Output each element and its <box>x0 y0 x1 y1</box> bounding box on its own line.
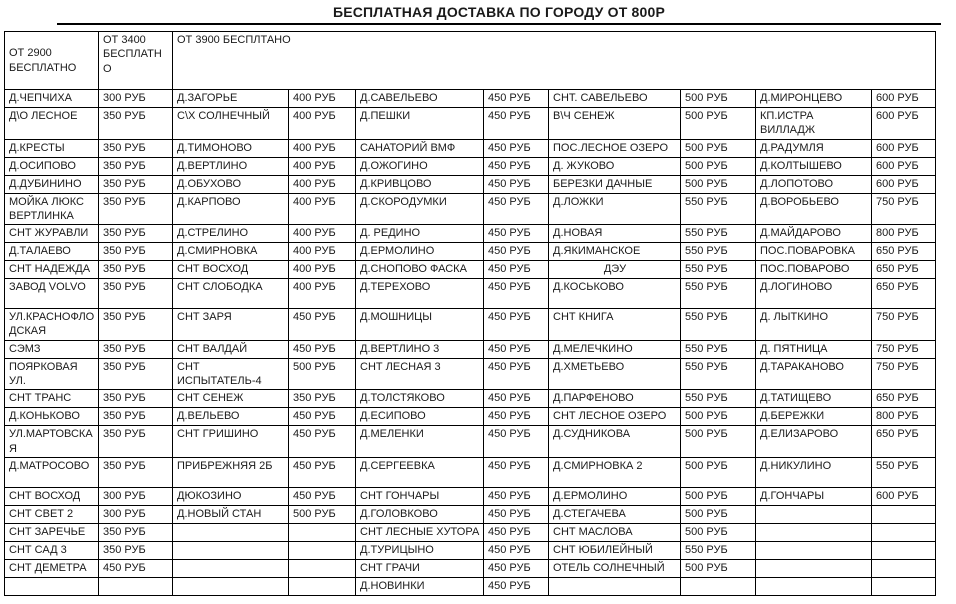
price-cell: 500 РУБ <box>681 408 756 426</box>
place-cell: СНТ СЕНЕЖ <box>173 390 289 408</box>
price-cell: 600 РУБ <box>872 175 936 193</box>
place-cell: Д.ЕЛИЗАРОВО <box>756 426 872 458</box>
price-cell: 500 РУБ <box>681 505 756 523</box>
place-cell: СНТ ЗАРЯ <box>173 309 289 341</box>
table-row <box>5 390 936 408</box>
price-cell: 300 РУБ <box>99 505 173 523</box>
place-cell: Д.ДУБИНИНО <box>5 175 99 193</box>
place-cell: СНТ ЗАРЕЧЬЕ <box>5 523 99 541</box>
place-cell <box>756 523 872 541</box>
place-cell <box>756 505 872 523</box>
place-cell: Д.НОВИНКИ <box>356 577 484 595</box>
place-cell: СЭМЗ <box>5 340 99 358</box>
price-cell: 450 РУБ <box>484 541 549 559</box>
price-cell: 500 РУБ <box>681 487 756 505</box>
place-cell: Д.ЧЕПЧИХА <box>5 90 99 108</box>
price-cell: 400 РУБ <box>289 261 356 279</box>
table-row <box>5 541 936 559</box>
price-cell <box>289 559 356 577</box>
place-cell: Д.КАРПОВО <box>173 193 289 225</box>
place-cell: САНАТОРИЙ ВМФ <box>356 139 484 157</box>
price-cell: 350 РУБ <box>99 157 173 175</box>
price-cell: 800 РУБ <box>872 225 936 243</box>
price-cell: 550 РУБ <box>681 541 756 559</box>
place-cell: ДЮКОЗИНО <box>173 487 289 505</box>
price-cell: 450 РУБ <box>484 559 549 577</box>
price-cell: 500 РУБ <box>681 559 756 577</box>
price-cell: 600 РУБ <box>872 90 936 108</box>
price-cell: 350 РУБ <box>99 175 173 193</box>
place-cell: СНТ ЛЕСНЫЕ ХУТОРА <box>356 523 484 541</box>
place-cell: Д.ГОНЧАРЫ <box>756 487 872 505</box>
place-cell: СНТ ВОСХОД <box>173 261 289 279</box>
place-cell: Д.КОСЬКОВО <box>549 279 681 309</box>
place-cell: Д.СМИРНОВКА 2 <box>549 457 681 487</box>
place-cell: СНТ ЮБИЛЕЙНЫЙ <box>549 541 681 559</box>
place-cell: Д.ВЕРТЛИНО <box>173 157 289 175</box>
price-cell: 450 РУБ <box>484 426 549 458</box>
place-cell: Д.КРИВЦОВО <box>356 175 484 193</box>
place-cell: СНТ ЖУРАВЛИ <box>5 225 99 243</box>
price-cell <box>289 541 356 559</box>
price-cell: 350 РУБ <box>99 108 173 140</box>
price-cell: 450 РУБ <box>484 309 549 341</box>
place-cell: ПОЯРКОВАЯ УЛ. <box>5 358 99 390</box>
price-cell: 400 РУБ <box>289 139 356 157</box>
price-cell: 550 РУБ <box>872 457 936 487</box>
place-cell <box>756 541 872 559</box>
price-cell: 350 РУБ <box>99 426 173 458</box>
price-cell: 500 РУБ <box>289 505 356 523</box>
price-cell: 500 РУБ <box>681 108 756 140</box>
price-cell: 450 РУБ <box>484 523 549 541</box>
price-cell <box>872 505 936 523</box>
price-cell: 750 РУБ <box>872 309 936 341</box>
table-row <box>5 243 936 261</box>
table-header-row <box>5 32 936 90</box>
place-cell: Д.НИКУЛИНО <box>756 457 872 487</box>
place-cell: Д.ЛОЖКИ <box>549 193 681 225</box>
price-cell: 600 РУБ <box>872 139 936 157</box>
place-cell: Д. ПЯТНИЦА <box>756 340 872 358</box>
place-cell: УЛ.МАРТОВСКАЯ <box>5 426 99 458</box>
place-cell: Д.ВЕЛЬЕВО <box>173 408 289 426</box>
place-cell: ЗАВОД VOLVO <box>5 279 99 309</box>
place-cell: КП.ИСТРА ВИЛЛАДЖ <box>756 108 872 140</box>
header-threshold-3900: ОТ 3900 БЕСПЛТАНО <box>173 32 936 90</box>
table-row <box>5 559 936 577</box>
price-cell: 750 РУБ <box>872 193 936 225</box>
place-cell: Д.ТАРАКАНОВО <box>756 358 872 390</box>
place-cell: СНТ ДЕМЕТРА <box>5 559 99 577</box>
price-cell: 450 РУБ <box>289 487 356 505</box>
price-cell <box>289 523 356 541</box>
price-cell: 400 РУБ <box>289 193 356 225</box>
price-cell: 550 РУБ <box>681 390 756 408</box>
place-cell: Д.ГОЛОВКОВО <box>356 505 484 523</box>
price-cell: 550 РУБ <box>681 193 756 225</box>
price-cell: 350 РУБ <box>99 340 173 358</box>
place-cell <box>756 577 872 595</box>
price-cell: 450 РУБ <box>484 487 549 505</box>
place-cell: ПОС.ЛЕСНОЕ ОЗЕРО <box>549 139 681 157</box>
place-cell: Д.КРЕСТЫ <box>5 139 99 157</box>
price-cell: 600 РУБ <box>872 108 936 140</box>
price-cell: 450 РУБ <box>289 426 356 458</box>
price-cell: 450 РУБ <box>99 559 173 577</box>
place-cell <box>549 577 681 595</box>
price-cell: 800 РУБ <box>872 408 936 426</box>
place-cell: ДЭУ <box>549 261 681 279</box>
header-threshold-2900: ОТ 2900 БЕСПЛАТНО <box>5 32 99 90</box>
price-cell: 450 РУБ <box>289 309 356 341</box>
place-cell: Д.ЛОПОТОВО <box>756 175 872 193</box>
price-cell: 550 РУБ <box>681 358 756 390</box>
table-row <box>5 505 936 523</box>
table-row <box>5 426 936 458</box>
place-cell: Д.ОБУХОВО <box>173 175 289 193</box>
table-row <box>5 340 936 358</box>
place-cell: Д.СЕРГЕЕВКА <box>356 457 484 487</box>
price-cell: 550 РУБ <box>681 225 756 243</box>
place-cell: Д.ТОЛСТЯКОВО <box>356 390 484 408</box>
price-cell: 500 РУБ <box>681 157 756 175</box>
place-cell: Д.СКОРОДУМКИ <box>356 193 484 225</box>
place-cell: Д. ЛЫТКИНО <box>756 309 872 341</box>
price-cell: 350 РУБ <box>99 139 173 157</box>
place-cell: Д.НОВАЯ <box>549 225 681 243</box>
place-cell: Д. РЕДИНО <box>356 225 484 243</box>
place-cell: Д.ТЕРЕХОВО <box>356 279 484 309</box>
place-cell: СНТ. САВЕЛЬЕВО <box>549 90 681 108</box>
place-cell: Д.СТРЕЛИНО <box>173 225 289 243</box>
place-cell: СНТ ЛЕСНАЯ 3 <box>356 358 484 390</box>
price-cell: 350 РУБ <box>99 358 173 390</box>
price-cell <box>99 577 173 595</box>
place-cell: Д.МОШНИЦЫ <box>356 309 484 341</box>
price-cell: 350 РУБ <box>99 541 173 559</box>
price-cell: 450 РУБ <box>289 340 356 358</box>
place-cell: СНТ ГРАЧИ <box>356 559 484 577</box>
price-cell <box>289 577 356 595</box>
place-cell: СНТ ВОСХОД <box>5 487 99 505</box>
price-cell: 450 РУБ <box>484 243 549 261</box>
price-cell: 400 РУБ <box>289 279 356 309</box>
place-cell: Д.САВЕЛЬЕВО <box>356 90 484 108</box>
place-cell: МОЙКА ЛЮКС ВЕРТЛИНКА <box>5 193 99 225</box>
price-cell: 450 РУБ <box>484 340 549 358</box>
price-cell: 450 РУБ <box>484 261 549 279</box>
price-cell: 450 РУБ <box>484 90 549 108</box>
place-cell: СНТ СЛОБОДКА <box>173 279 289 309</box>
place-cell: СНТ ИСПЫТАТЕЛЬ-4 <box>173 358 289 390</box>
table-row <box>5 193 936 225</box>
place-cell: Д.НОВЫЙ СТАН <box>173 505 289 523</box>
place-cell: СНТ ГОНЧАРЫ <box>356 487 484 505</box>
place-cell: Д.РАДУМЛЯ <box>756 139 872 157</box>
price-cell: 500 РУБ <box>681 139 756 157</box>
table-row <box>5 577 936 595</box>
place-cell: ПРИБРЕЖНЯЯ 2Б <box>173 457 289 487</box>
price-cell: 400 РУБ <box>289 108 356 140</box>
price-cell: 650 РУБ <box>872 279 936 309</box>
place-cell: СНТ ТРАНС <box>5 390 99 408</box>
price-cell: 550 РУБ <box>681 309 756 341</box>
table-row <box>5 408 936 426</box>
price-cell: 300 РУБ <box>99 487 173 505</box>
price-cell: 450 РУБ <box>484 279 549 309</box>
price-cell: 400 РУБ <box>289 90 356 108</box>
place-cell: Д.ВЕРТЛИНО 3 <box>356 340 484 358</box>
price-cell: 600 РУБ <box>872 487 936 505</box>
price-cell: 350 РУБ <box>99 457 173 487</box>
place-cell: Д.МАЙДАРОВО <box>756 225 872 243</box>
place-cell: Д.СТЕГАЧЕВА <box>549 505 681 523</box>
place-cell: Д.ЗАГОРЬЕ <box>173 90 289 108</box>
place-cell: СНТ ЛЕСНОЕ ОЗЕРО <box>549 408 681 426</box>
price-cell: 450 РУБ <box>484 175 549 193</box>
document-title <box>57 4 941 25</box>
place-cell: С\Х СОЛНЕЧНЫЙ <box>173 108 289 140</box>
price-cell: 550 РУБ <box>681 261 756 279</box>
price-cell: 550 РУБ <box>681 279 756 309</box>
place-cell: Д.ТАТИЩЕВО <box>756 390 872 408</box>
price-cell: 350 РУБ <box>99 193 173 225</box>
price-cell: 400 РУБ <box>289 243 356 261</box>
table-row <box>5 139 936 157</box>
price-cell: 500 РУБ <box>681 426 756 458</box>
place-cell: ПОС.ПОВАРОВО <box>756 261 872 279</box>
price-cell: 650 РУБ <box>872 426 936 458</box>
place-cell: Д.МИРОНЦЕВО <box>756 90 872 108</box>
price-cell: 450 РУБ <box>289 457 356 487</box>
table-row <box>5 523 936 541</box>
price-cell: 450 РУБ <box>484 139 549 157</box>
place-cell <box>173 559 289 577</box>
place-cell: Д.СУДНИКОВА <box>549 426 681 458</box>
price-cell: 350 РУБ <box>99 243 173 261</box>
price-cell: 450 РУБ <box>484 505 549 523</box>
price-cell: 450 РУБ <box>484 390 549 408</box>
table-row <box>5 90 936 108</box>
place-cell: СНТ САД 3 <box>5 541 99 559</box>
place-cell: Д.ТИМОНОВО <box>173 139 289 157</box>
table-row <box>5 157 936 175</box>
price-cell: 450 РУБ <box>484 157 549 175</box>
price-cell: 650 РУБ <box>872 261 936 279</box>
price-cell: 600 РУБ <box>872 157 936 175</box>
price-cell <box>872 577 936 595</box>
price-cell: 350 РУБ <box>99 261 173 279</box>
place-cell: Д.СМИРНОВКА <box>173 243 289 261</box>
place-cell: Д.МАТРОСОВО <box>5 457 99 487</box>
place-cell: Д.ОСИПОВО <box>5 157 99 175</box>
table-row <box>5 108 936 140</box>
place-cell: БЕРЕЗКИ ДАЧНЫЕ <box>549 175 681 193</box>
place-cell <box>756 559 872 577</box>
price-cell: 400 РУБ <box>289 175 356 193</box>
table-row <box>5 309 936 341</box>
place-cell: Д\О ЛЕСНОЕ <box>5 108 99 140</box>
price-cell: 750 РУБ <box>872 358 936 390</box>
table-row <box>5 225 936 243</box>
price-cell: 450 РУБ <box>484 225 549 243</box>
price-cell: 550 РУБ <box>681 340 756 358</box>
price-cell: 350 РУБ <box>99 523 173 541</box>
price-cell: 450 РУБ <box>484 408 549 426</box>
place-cell: Д.БЕРЕЖКИ <box>756 408 872 426</box>
price-cell: 500 РУБ <box>289 358 356 390</box>
place-cell: СНТ НАДЕЖДА <box>5 261 99 279</box>
place-cell: Д.ТУРИЦЫНО <box>356 541 484 559</box>
price-cell: 450 РУБ <box>484 457 549 487</box>
price-cell <box>681 577 756 595</box>
price-cell: 500 РУБ <box>681 523 756 541</box>
price-cell: 650 РУБ <box>872 390 936 408</box>
price-cell: 750 РУБ <box>872 340 936 358</box>
place-cell: Д.ХМЕТЬЕВО <box>549 358 681 390</box>
price-cell <box>872 559 936 577</box>
place-cell: Д.СНОПОВО ФАСКА <box>356 261 484 279</box>
price-cell: 450 РУБ <box>484 108 549 140</box>
price-cell: 650 РУБ <box>872 243 936 261</box>
place-cell: Д.ВОРОБЬЕВО <box>756 193 872 225</box>
price-cell: 450 РУБ <box>484 577 549 595</box>
place-cell: СНТ КНИГА <box>549 309 681 341</box>
price-cell: 500 РУБ <box>681 175 756 193</box>
document-title-text: БЕСПЛАТНАЯ ДОСТАВКА ПО ГОРОДУ ОТ 800Р <box>332 4 666 20</box>
place-cell <box>173 577 289 595</box>
delivery-price-table <box>4 31 936 596</box>
header-threshold-3400: ОТ 3400 БЕСПЛАТНО <box>99 32 173 90</box>
place-cell: Д.ОЖОГИНО <box>356 157 484 175</box>
price-cell: 500 РУБ <box>681 90 756 108</box>
table-row <box>5 457 936 487</box>
place-cell: СНТ СВЕТ 2 <box>5 505 99 523</box>
price-cell: 350 РУБ <box>99 225 173 243</box>
table-row <box>5 279 936 309</box>
place-cell: СНТ ГРИШИНО <box>173 426 289 458</box>
place-cell: Д.ЕСИПОВО <box>356 408 484 426</box>
place-cell <box>173 541 289 559</box>
price-cell: 300 РУБ <box>99 90 173 108</box>
table-row <box>5 487 936 505</box>
place-cell: Д. ЖУКОВО <box>549 157 681 175</box>
price-cell: 450 РУБ <box>484 193 549 225</box>
place-cell <box>5 577 99 595</box>
price-cell: 500 РУБ <box>681 457 756 487</box>
price-cell: 350 РУБ <box>99 309 173 341</box>
price-cell: 350 РУБ <box>99 390 173 408</box>
place-cell: СНТ МАСЛОВА <box>549 523 681 541</box>
place-cell: Д.ПАРФЕНОВО <box>549 390 681 408</box>
place-cell: СНТ ВАЛДАЙ <box>173 340 289 358</box>
price-cell <box>872 523 936 541</box>
place-cell: В\Ч СЕНЕЖ <box>549 108 681 140</box>
table-row <box>5 261 936 279</box>
price-cell: 350 РУБ <box>99 279 173 309</box>
place-cell: Д.ПЕШКИ <box>356 108 484 140</box>
place-cell: Д.КОНЬКОВО <box>5 408 99 426</box>
place-cell: Д.ЯКИМАНСКОЕ <box>549 243 681 261</box>
price-cell: 550 РУБ <box>681 243 756 261</box>
place-cell: Д.ЕРМОЛИНО <box>549 487 681 505</box>
place-cell: Д.ЕРМОЛИНО <box>356 243 484 261</box>
price-cell: 350 РУБ <box>99 408 173 426</box>
place-cell: ОТЕЛЬ СОЛНЕЧНЫЙ <box>549 559 681 577</box>
place-cell: ПОС.ПОВАРОВКА <box>756 243 872 261</box>
table-row <box>5 358 936 390</box>
place-cell: Д.ЛОГИНОВО <box>756 279 872 309</box>
place-cell: Д.ТАЛАЕВО <box>5 243 99 261</box>
price-cell: 450 РУБ <box>289 408 356 426</box>
price-cell <box>872 541 936 559</box>
place-cell: Д.МЕЛЕЧКИНО <box>549 340 681 358</box>
place-cell: Д.КОЛТЫШЕВО <box>756 157 872 175</box>
price-cell: 450 РУБ <box>484 358 549 390</box>
place-cell <box>173 523 289 541</box>
price-cell: 400 РУБ <box>289 157 356 175</box>
price-cell: 400 РУБ <box>289 225 356 243</box>
table-row <box>5 175 936 193</box>
place-cell: Д.МЕЛЕНКИ <box>356 426 484 458</box>
place-cell: УЛ.КРАСНОФЛОДСКАЯ <box>5 309 99 341</box>
price-cell: 350 РУБ <box>289 390 356 408</box>
